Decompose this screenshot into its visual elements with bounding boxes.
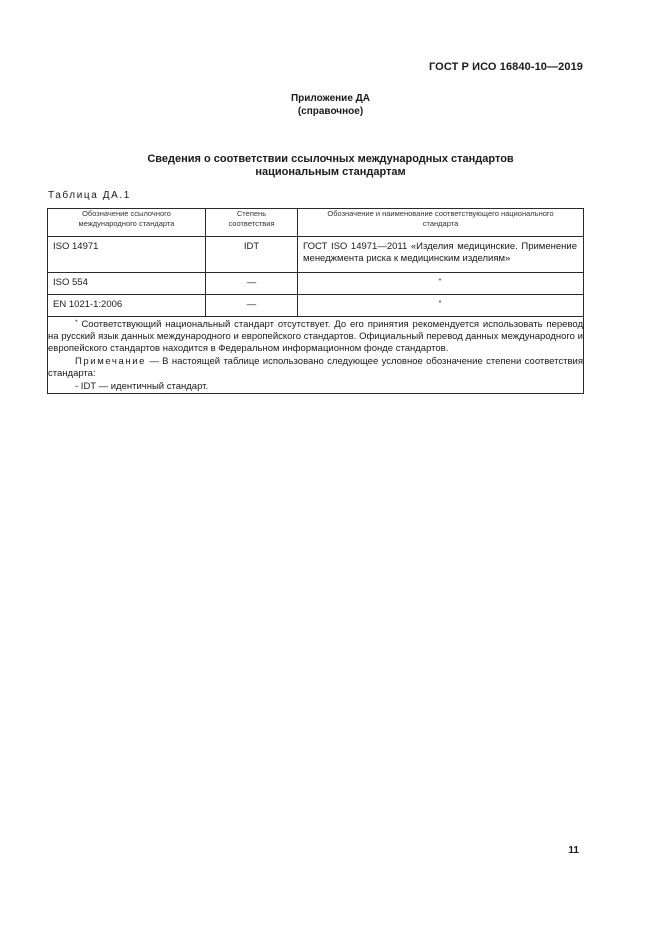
cell-national: *: [298, 273, 584, 295]
table-notes: [48, 317, 584, 394]
header-degree: Степень соответствия: [206, 209, 298, 237]
document-code: ГОСТ Р ИСО 16840-10—2019: [428, 61, 583, 73]
footnote-text: Соответствующий национальный стандарт отсутствует. До его принятия рекомендуется использовать перевод на русский язык данных международного и европейского стандартов. Официальный перевод данных международного и европейского стандартов находится в Федеральном информационном фонде стандартов.: [48, 319, 583, 354]
cell-ref: EN 1021-1:2006: [48, 295, 206, 317]
page-number: 11: [568, 845, 579, 856]
note-list-item: - IDT — идентичный стандарт.: [75, 381, 209, 392]
header-ref-standard: Обозначение ссылочного международного стандарта: [48, 209, 206, 237]
footnote: [48, 317, 583, 355]
cell-degree: —: [206, 295, 298, 317]
table-header-row: [48, 209, 584, 237]
table-notes-row: [48, 317, 584, 394]
footnote-mark: *: [75, 319, 78, 326]
table-row: [48, 237, 584, 273]
appendix-subtitle: (справочное): [297, 106, 364, 117]
section-title: [0, 153, 661, 179]
appendix-title: Приложение ДА: [290, 93, 371, 104]
section-title-line2: национальным стандартам: [255, 166, 406, 178]
note: [48, 356, 583, 380]
table-row: [48, 273, 584, 295]
table-row: [48, 295, 584, 317]
cell-national: *: [298, 295, 584, 317]
table-label: Таблица ДА.1: [48, 190, 131, 201]
cell-ref: ISO 14971: [48, 237, 206, 273]
cell-degree: IDT: [206, 237, 298, 273]
cell-ref: ISO 554: [48, 273, 206, 295]
cell-degree: —: [206, 273, 298, 295]
note-label: Примечание: [75, 356, 146, 367]
note-text: — В настоящей таблице использовано следующее условное обозначение степени соответствия стандарта:: [48, 356, 583, 379]
header-national-standard: Обозначение и наименование соответствующего национального стандарта: [298, 209, 584, 237]
correspondence-table: [47, 208, 584, 394]
cell-national: ГОСТ ISO 14971—2011 «Изделия медицинские. Применение менеджмента риска к медицинским изделиям»: [298, 237, 584, 273]
appendix-heading: [0, 92, 661, 118]
section-title-line1: Сведения о соответствии ссылочных международных стандартов: [147, 153, 514, 165]
